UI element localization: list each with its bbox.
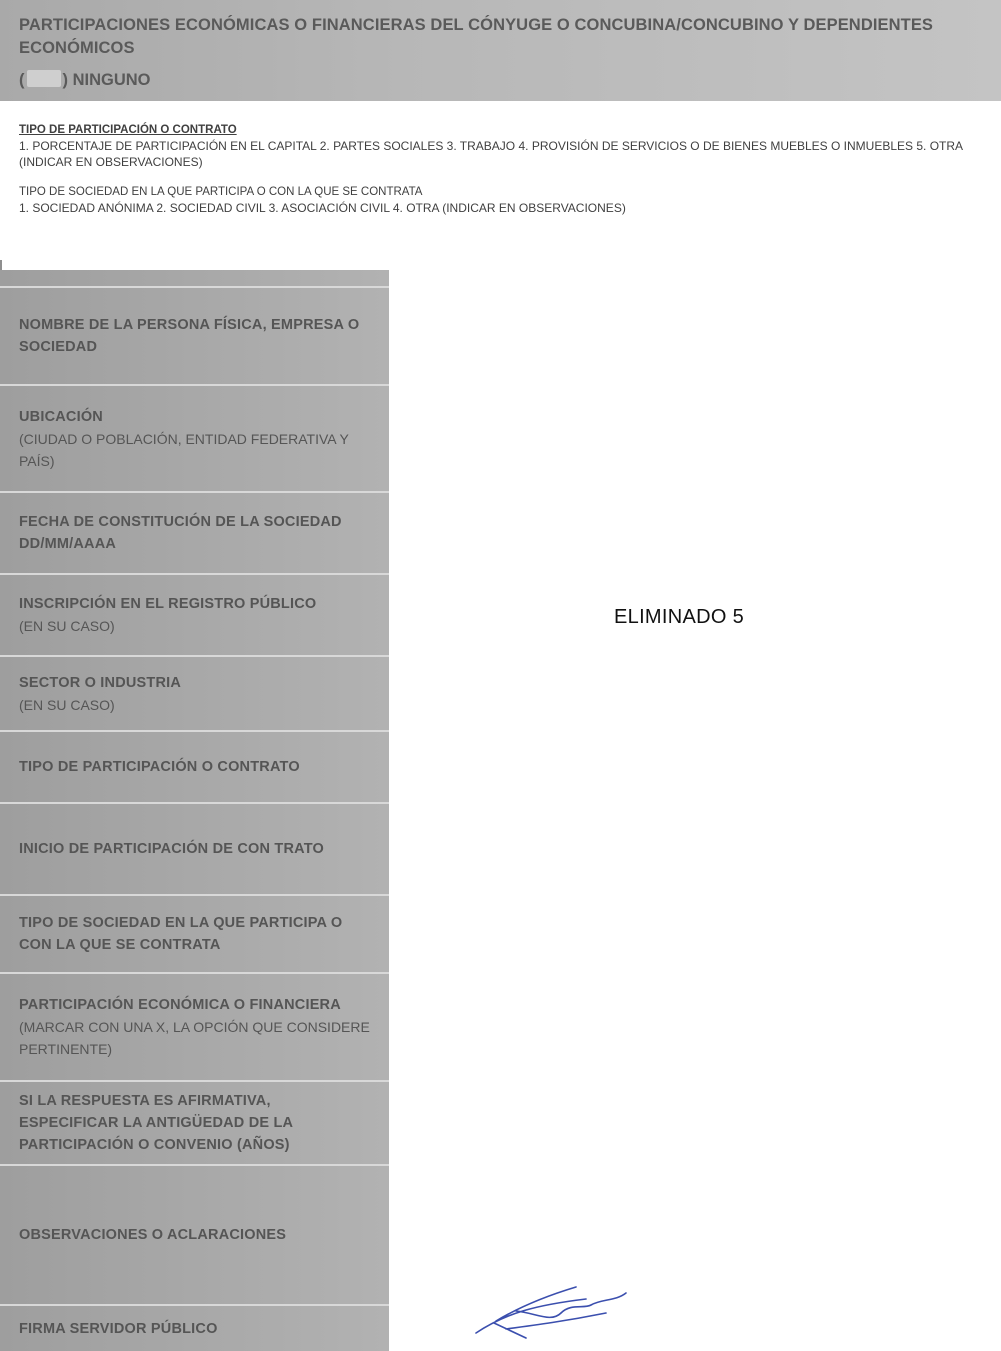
row-ubicacion	[0, 384, 389, 491]
catalog-legend	[19, 122, 994, 216]
row-sector	[0, 655, 389, 730]
row-label: INICIO DE PARTICIPACIÓN DE CON TRATO	[19, 841, 324, 857]
row-antiguedad	[0, 1080, 389, 1164]
row-label: FECHA DE CONSTITUCIÓN DE LA SOCIEDAD DD/MM/AAAA	[19, 514, 342, 552]
row-label: OBSERVACIONES O ACLARACIONES	[19, 1227, 287, 1243]
row-firma	[0, 1304, 389, 1351]
row-fecha-constitucion	[0, 491, 389, 573]
row-sublabel: (EN SU CASO)	[19, 618, 115, 634]
row-label: TIPO DE PARTICIPACIÓN O CONTRATO	[19, 759, 300, 775]
participation-catalog-title: TIPO DE PARTICIPACIÓN O CONTRATO	[19, 124, 237, 136]
redaction-notice: ELIMINADO 5	[614, 606, 744, 628]
row-label: SECTOR O INDUSTRIA	[19, 674, 182, 691]
row-sublabel: (CIUDAD O POBLACIÓN, ENTIDAD FEDERATIVA Y PAÍS)	[19, 430, 349, 469]
paren-open: (	[19, 71, 25, 89]
row-sublabel: (MARCAR CON UNA X, LA OPCIÓN QUE CONSIDERE PERTINENTE)	[19, 1019, 370, 1057]
society-catalog-title: TIPO DE SOCIEDAD EN LA QUE PARTICIPA O CON LA QUE SE CONTRATA	[19, 186, 423, 198]
row-nombre	[0, 286, 389, 384]
row-label: FIRMA SERVIDOR PÚBLICO	[19, 1320, 218, 1337]
row-label: INSCRIPCIÓN EN EL REGISTRO PÚBLICO	[19, 596, 317, 612]
section-title: PARTICIPACIONES ECONÓMICAS O FINANCIERAS DEL CÓNYUGE O CONCUBINA/CONCUBINO Y DEPENDIENTES ECONÓMICOS	[19, 16, 934, 57]
row-label: TIPO DE SOCIEDAD EN LA QUE PARTICIPA O CON LA QUE SE CONTRATA	[19, 915, 343, 953]
row-inicio-participacion	[0, 802, 389, 894]
ninguno-label: ) NINGUNO	[62, 71, 151, 89]
row-label: SI LA RESPUESTA ES AFIRMATIVA, ESPECIFICAR LA ANTIGÜEDAD DE LA PARTICIPACIÓN O CONVENIO (AÑOS)	[19, 1093, 293, 1153]
row-sublabel: (EN SU CASO)	[19, 696, 115, 713]
participation-catalog-options: 1. PORCENTAJE DE PARTICIPACIÓN EN EL CAPITAL 2. PARTES SOCIALES 3. TRABAJO 4. PROVISIÓN DE SERVICIOS O DE BIENES MUEBLES O INMUEBLES 5. OTRA (INDICAR EN OBSERVACIONES)	[19, 139, 963, 169]
row-label: UBICACIÓN	[19, 408, 103, 425]
row-label: PARTICIPACIÓN ECONÓMICA O FINANCIERA	[19, 997, 341, 1013]
signature-image	[466, 1283, 646, 1345]
ninguno-option	[19, 70, 151, 90]
row-observaciones	[0, 1164, 389, 1304]
row-inscripcion	[0, 573, 389, 655]
row-tipo-participacion	[0, 730, 389, 802]
row-tipo-sociedad	[0, 894, 389, 972]
society-catalog-options: 1. SOCIEDAD ANÓNIMA 2. SOCIEDAD CIVIL 3. ASOCIACIÓN CIVIL 4. OTRA (INDICAR EN OBSERVACIONES)	[19, 201, 626, 215]
row-label: NOMBRE DE LA PERSONA FÍSICA, EMPRESA O SOCIEDAD	[19, 317, 360, 355]
ninguno-checkbox[interactable]	[27, 70, 61, 87]
row-participacion-economica	[0, 972, 389, 1080]
